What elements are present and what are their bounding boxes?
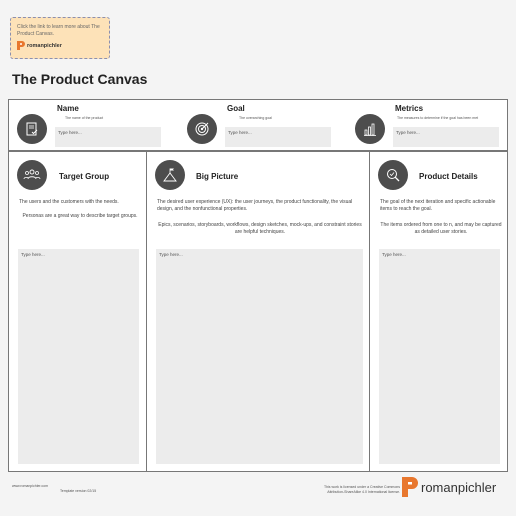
big-picture-column — [146, 151, 370, 472]
mountain-flag-icon — [155, 160, 185, 190]
footer-version: Template version 02/15 — [60, 489, 97, 493]
big-picture-title: Big Picture — [196, 172, 239, 181]
magnifier-icon — [378, 160, 408, 190]
footer-brand: romanpichler — [421, 479, 497, 495]
info-note[interactable] — [10, 17, 110, 59]
big-picture-desc1: The desired user experience (UX): the user journeys, the product functionality, the visual design, and the nonfunctional properties. — [157, 199, 353, 212]
note-logo — [17, 41, 103, 50]
footer-license[interactable]: This work is licensed under a Creative Commons Attribution-ShareAlike 4.0 International license. — [323, 485, 400, 494]
product-details-title: Product Details — [419, 172, 478, 181]
name-title: Name — [57, 104, 79, 113]
product-details-input[interactable]: Type here... — [379, 249, 500, 464]
big-picture-input[interactable]: Type here... — [156, 249, 363, 464]
target-group-desc1: The users and the customers with the needs. — [19, 199, 119, 205]
product-details-column — [369, 151, 508, 472]
product-details-desc1: The goal of the next iteration and specific actionable items to reach the goal. — [380, 199, 496, 212]
metrics-input[interactable]: Type here... — [393, 127, 499, 147]
info-note-text[interactable]: Click the link to learn more about The Product Canvas. — [17, 24, 100, 37]
big-picture-desc2: Epics, scenarios, storyboards, workflows, design sketches, mock-ups, and constraint stories are helpful techniques. — [158, 222, 362, 235]
bar-chart-icon — [355, 114, 385, 144]
top-row — [8, 99, 508, 151]
romanpichler-logo-icon — [17, 41, 25, 50]
target-group-column — [8, 151, 147, 472]
target-group-desc2: Personas are a great way to describe target groups. — [22, 213, 138, 219]
footer-logo — [402, 477, 496, 497]
metrics-title: Metrics — [395, 104, 424, 113]
metrics-desc: The measures to determine if the goal has been met — [397, 116, 479, 120]
metrics-section — [349, 100, 507, 152]
target-group-input[interactable]: Type here... — [18, 249, 139, 464]
footer-site-link[interactable]: www.romanpichler.com — [12, 484, 48, 488]
name-desc: The name of the product — [65, 116, 104, 120]
goal-title: Goal — [227, 104, 245, 113]
name-input[interactable]: Type here... — [55, 127, 161, 147]
goal-desc: The overarching goal — [239, 116, 272, 120]
document-icon — [17, 114, 47, 144]
note-brand: romanpichler — [27, 42, 62, 49]
people-icon — [17, 160, 47, 190]
goal-input[interactable]: Type here... — [225, 127, 331, 147]
target-icon — [187, 114, 217, 144]
page-title: The Product Canvas — [12, 71, 148, 87]
product-details-desc2: The items ordered from one to n, and may be captured as detailed user stories. — [380, 222, 502, 235]
goal-section — [179, 100, 349, 152]
target-group-title: Target Group — [59, 172, 110, 181]
romanpichler-logo-icon — [402, 477, 418, 497]
name-section — [9, 100, 179, 152]
